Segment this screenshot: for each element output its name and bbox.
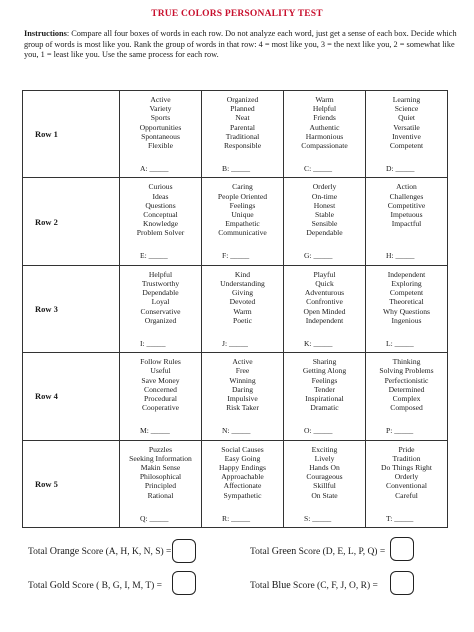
- word-item: Loyal: [151, 297, 170, 307]
- page-title: TRUE COLORS PERSONALITY TEST: [151, 9, 323, 19]
- word-item: Conceptual: [143, 210, 178, 219]
- word-list: [366, 95, 447, 150]
- total-green-label: Total Green Score (D, E, L, P, Q) =: [250, 546, 386, 557]
- word-item: Dependable: [306, 228, 343, 238]
- word-item: Friends: [313, 113, 336, 123]
- rank-blank[interactable]: M: _____: [140, 426, 170, 436]
- rank-blank[interactable]: I: _____: [140, 338, 166, 348]
- rank-blank[interactable]: O: _____: [304, 426, 333, 436]
- word-box: [120, 265, 202, 352]
- word-item: Solving Problems: [379, 366, 434, 376]
- word-item: Versatile: [393, 122, 420, 132]
- word-item: Competent: [389, 141, 424, 151]
- word-item: On State: [311, 490, 338, 500]
- word-item: Harmonious: [305, 131, 344, 141]
- word-item: Why Questions: [382, 306, 431, 316]
- word-item: Feelings: [229, 200, 256, 210]
- word-item: Follow Rules: [140, 357, 181, 367]
- word-item: Seeking Information: [129, 453, 192, 463]
- rank-blank[interactable]: C: _____: [304, 164, 333, 173]
- word-item: Kind: [234, 269, 251, 279]
- word-list: [202, 445, 283, 500]
- word-item: Winning: [229, 375, 256, 385]
- word-box: [284, 265, 366, 352]
- word-item: Sympathetic: [223, 490, 262, 500]
- word-box: [202, 440, 284, 527]
- word-item: Makin Sense: [140, 462, 181, 472]
- rank-blank[interactable]: S: _____: [304, 513, 332, 523]
- word-box: [366, 353, 448, 440]
- word-item: Competitive: [387, 200, 426, 210]
- word-item: Opportunities: [139, 122, 182, 132]
- word-item: Principled: [144, 481, 177, 491]
- word-list: [120, 270, 201, 325]
- word-item: Helpful: [148, 269, 173, 279]
- word-item: Ingenious: [391, 315, 422, 325]
- word-list: [366, 270, 447, 325]
- word-item: Easy Going: [224, 453, 261, 463]
- total-green-box[interactable]: [390, 537, 414, 561]
- word-item: Happy Endings: [218, 462, 267, 472]
- word-item: Organized: [226, 95, 259, 104]
- rank-blank[interactable]: L: _____: [386, 338, 414, 348]
- word-list: [202, 182, 283, 237]
- word-box: [284, 178, 366, 265]
- word-item: Helpful: [312, 104, 337, 114]
- word-item: Parental: [230, 122, 255, 132]
- word-item: Free: [235, 366, 250, 376]
- word-item: Communicative: [218, 228, 267, 238]
- word-item: Unique: [231, 210, 254, 219]
- total-gold-box[interactable]: [172, 571, 196, 595]
- word-item: Cooperative: [141, 403, 180, 413]
- word-item: Impactful: [391, 219, 422, 229]
- rank-blank[interactable]: F: _____: [222, 251, 250, 261]
- word-item: Neat: [235, 113, 250, 123]
- word-item: Concerned: [144, 384, 177, 394]
- word-box: [284, 353, 366, 440]
- total-orange-box[interactable]: [172, 539, 196, 563]
- word-list: [202, 95, 283, 150]
- grid-row: [23, 265, 448, 352]
- word-item: Orderly: [312, 182, 337, 192]
- word-item: Hands On: [309, 462, 340, 472]
- word-box: [202, 91, 284, 178]
- word-item: Exciting: [311, 444, 338, 454]
- rank-blank[interactable]: J: _____: [222, 338, 248, 348]
- word-item: Do Things Right: [381, 462, 432, 472]
- grid-row: [23, 353, 448, 440]
- word-list: [284, 357, 365, 412]
- word-box: [120, 353, 202, 440]
- word-item: Inspirational: [305, 393, 344, 403]
- word-item: Traditional: [225, 131, 260, 141]
- word-item: Warm: [233, 306, 252, 316]
- word-item: Skillful: [313, 481, 336, 491]
- word-item: Curious: [148, 182, 173, 192]
- word-item: Questions: [145, 200, 176, 210]
- word-item: Affectionate: [223, 481, 262, 491]
- word-item: Active: [232, 357, 253, 367]
- word-item: Impulsive: [227, 393, 258, 403]
- word-box: [284, 440, 366, 527]
- word-item: Poetic: [233, 315, 252, 325]
- word-item: Conventional: [386, 481, 427, 491]
- word-list: [120, 357, 201, 412]
- word-item: Flexible: [148, 141, 173, 151]
- word-item: Action: [396, 182, 417, 192]
- word-item: Challenges: [389, 191, 424, 201]
- rank-blank[interactable]: T: _____: [386, 513, 414, 523]
- word-box: [202, 353, 284, 440]
- word-box: [366, 178, 448, 265]
- word-box: [366, 440, 448, 527]
- word-list: [120, 95, 201, 150]
- instructions: [24, 29, 464, 61]
- rank-blank[interactable]: E: _____: [140, 251, 168, 261]
- instructions-text: : Compare all four boxes of words in each row. Do not analyze each word, just get a sense of each box. Decide which group of words is most like you. Rank the group of words in that row: 4 = most like you, 3 = the next like you, 2 = somewhat like you, 1 = least like you. Use the same process for each row.: [24, 29, 457, 60]
- word-item: Procedural: [144, 393, 177, 403]
- word-item: Careful: [395, 490, 418, 500]
- word-item: Quiet: [398, 113, 415, 123]
- word-item: Adventurous: [304, 288, 345, 298]
- rank-blank[interactable]: D: _____: [386, 164, 415, 173]
- word-item: Approachable: [221, 472, 264, 482]
- rank-blank[interactable]: R: _____: [222, 513, 251, 523]
- word-item: Perfectionistic: [384, 375, 429, 385]
- word-item: Dependable: [142, 288, 179, 298]
- word-item: Composed: [390, 403, 423, 413]
- word-box: [120, 440, 202, 527]
- word-item: Sensible: [311, 219, 338, 229]
- rank-blank[interactable]: K: _____: [304, 338, 333, 348]
- word-item: Dramatic: [310, 403, 339, 413]
- word-item: Playful: [313, 269, 336, 279]
- word-list: [120, 182, 201, 237]
- word-list: [202, 270, 283, 325]
- rank-blank[interactable]: G: _____: [304, 251, 333, 261]
- word-item: Sharing: [312, 357, 337, 367]
- row-label: Row 5: [23, 440, 120, 527]
- word-list: [202, 357, 283, 412]
- instructions-lead: Instructions: [24, 29, 67, 38]
- word-item: Inventive: [392, 131, 421, 141]
- word-item: Empathetic: [225, 219, 260, 229]
- word-item: Lively: [314, 453, 335, 463]
- word-item: People Oriented: [217, 191, 268, 201]
- word-item: Understanding: [220, 278, 265, 288]
- word-box: [120, 178, 202, 265]
- word-box: [366, 265, 448, 352]
- word-item: Honest: [313, 200, 336, 210]
- word-item: Variety: [149, 104, 172, 114]
- word-list: [284, 445, 365, 500]
- word-item: Independent: [387, 269, 426, 279]
- rank-blank[interactable]: H: _____: [386, 251, 415, 261]
- word-item: Save Money: [141, 375, 180, 385]
- rank-blank[interactable]: A: _____: [140, 164, 169, 173]
- word-item: Responsible: [223, 141, 262, 151]
- word-box: [284, 91, 366, 178]
- word-item: Knowledge: [142, 219, 178, 229]
- total-blue-box[interactable]: [390, 571, 414, 595]
- word-item: Science: [394, 104, 419, 114]
- total-gold-label: Total Gold Score ( B, G, I, M, T) =: [28, 580, 163, 591]
- word-list: [120, 445, 201, 500]
- word-item: Impetuous: [390, 210, 423, 219]
- word-item: Theoretical: [389, 297, 424, 307]
- word-list: [284, 182, 365, 237]
- word-item: Tradition: [392, 453, 421, 463]
- row-label: Row 3: [23, 265, 120, 352]
- word-box: [202, 178, 284, 265]
- word-item: Ideas: [152, 191, 169, 201]
- word-item: Problem Solver: [136, 228, 185, 238]
- word-grid: [22, 90, 448, 528]
- rank-blank[interactable]: B: _____: [222, 164, 251, 173]
- word-item: Getting Along: [302, 366, 347, 376]
- word-box: [366, 91, 448, 178]
- word-item: Thinking: [392, 357, 421, 367]
- word-item: Orderly: [394, 472, 419, 482]
- word-box: [202, 265, 284, 352]
- word-item: Feelings: [311, 375, 338, 385]
- word-item: Active: [150, 95, 171, 104]
- word-item: Planned: [230, 104, 255, 114]
- total-orange-label: Total Orange Score (A, H, K, N, S) =: [28, 546, 172, 557]
- word-item: Devoted: [229, 297, 256, 307]
- word-item: Determined: [388, 384, 425, 394]
- word-box: [120, 91, 202, 178]
- row-label: Row 1: [23, 91, 120, 178]
- word-item: Caring: [232, 182, 253, 192]
- total-blue-label: Total Blue Score (C, F, J, O, R) =: [250, 580, 378, 591]
- word-list: [366, 445, 447, 500]
- word-item: Exploring: [391, 278, 422, 288]
- word-item: Organized: [144, 315, 177, 325]
- word-item: Learning: [392, 95, 421, 104]
- grid-row: [23, 440, 448, 527]
- word-item: Warm: [315, 95, 334, 104]
- rank-blank[interactable]: P: _____: [386, 426, 414, 436]
- row-label: Row 2: [23, 178, 120, 265]
- word-list: [284, 95, 365, 150]
- word-item: Tender: [314, 384, 335, 394]
- word-item: Giving: [231, 288, 254, 298]
- word-list: [366, 182, 447, 228]
- word-item: Risk Taker: [226, 403, 259, 413]
- word-item: Rational: [147, 490, 174, 500]
- word-item: Complex: [392, 393, 421, 403]
- word-list: [366, 357, 447, 412]
- word-item: Competent: [389, 288, 424, 298]
- rank-blank[interactable]: Q: _____: [140, 513, 169, 523]
- word-item: Quick: [315, 278, 334, 288]
- grid-row: [23, 91, 448, 178]
- word-item: Independent: [305, 315, 344, 325]
- word-item: Puzzles: [148, 444, 173, 454]
- grid-row: [23, 178, 448, 265]
- word-item: Daring: [231, 384, 254, 394]
- word-item: Sports: [150, 113, 171, 123]
- word-item: Open Minded: [303, 306, 346, 316]
- word-item: Useful: [150, 366, 171, 376]
- word-item: Social Causes: [221, 444, 264, 454]
- word-item: Courageous: [306, 472, 343, 482]
- word-item: Conservative: [140, 306, 181, 316]
- word-item: Compassionate: [301, 141, 348, 151]
- word-item: Authentic: [309, 122, 340, 132]
- word-item: Trustworthy: [141, 278, 180, 288]
- word-list: [284, 270, 365, 325]
- word-item: Stable: [315, 210, 334, 219]
- rank-blank[interactable]: N: _____: [222, 426, 251, 436]
- word-item: Spontaneous: [141, 131, 180, 141]
- word-item: Pride: [398, 444, 415, 454]
- word-item: Philosophical: [139, 472, 182, 482]
- word-item: On-time: [311, 191, 338, 201]
- row-label: Row 4: [23, 353, 120, 440]
- word-item: Confrontive: [306, 297, 343, 307]
